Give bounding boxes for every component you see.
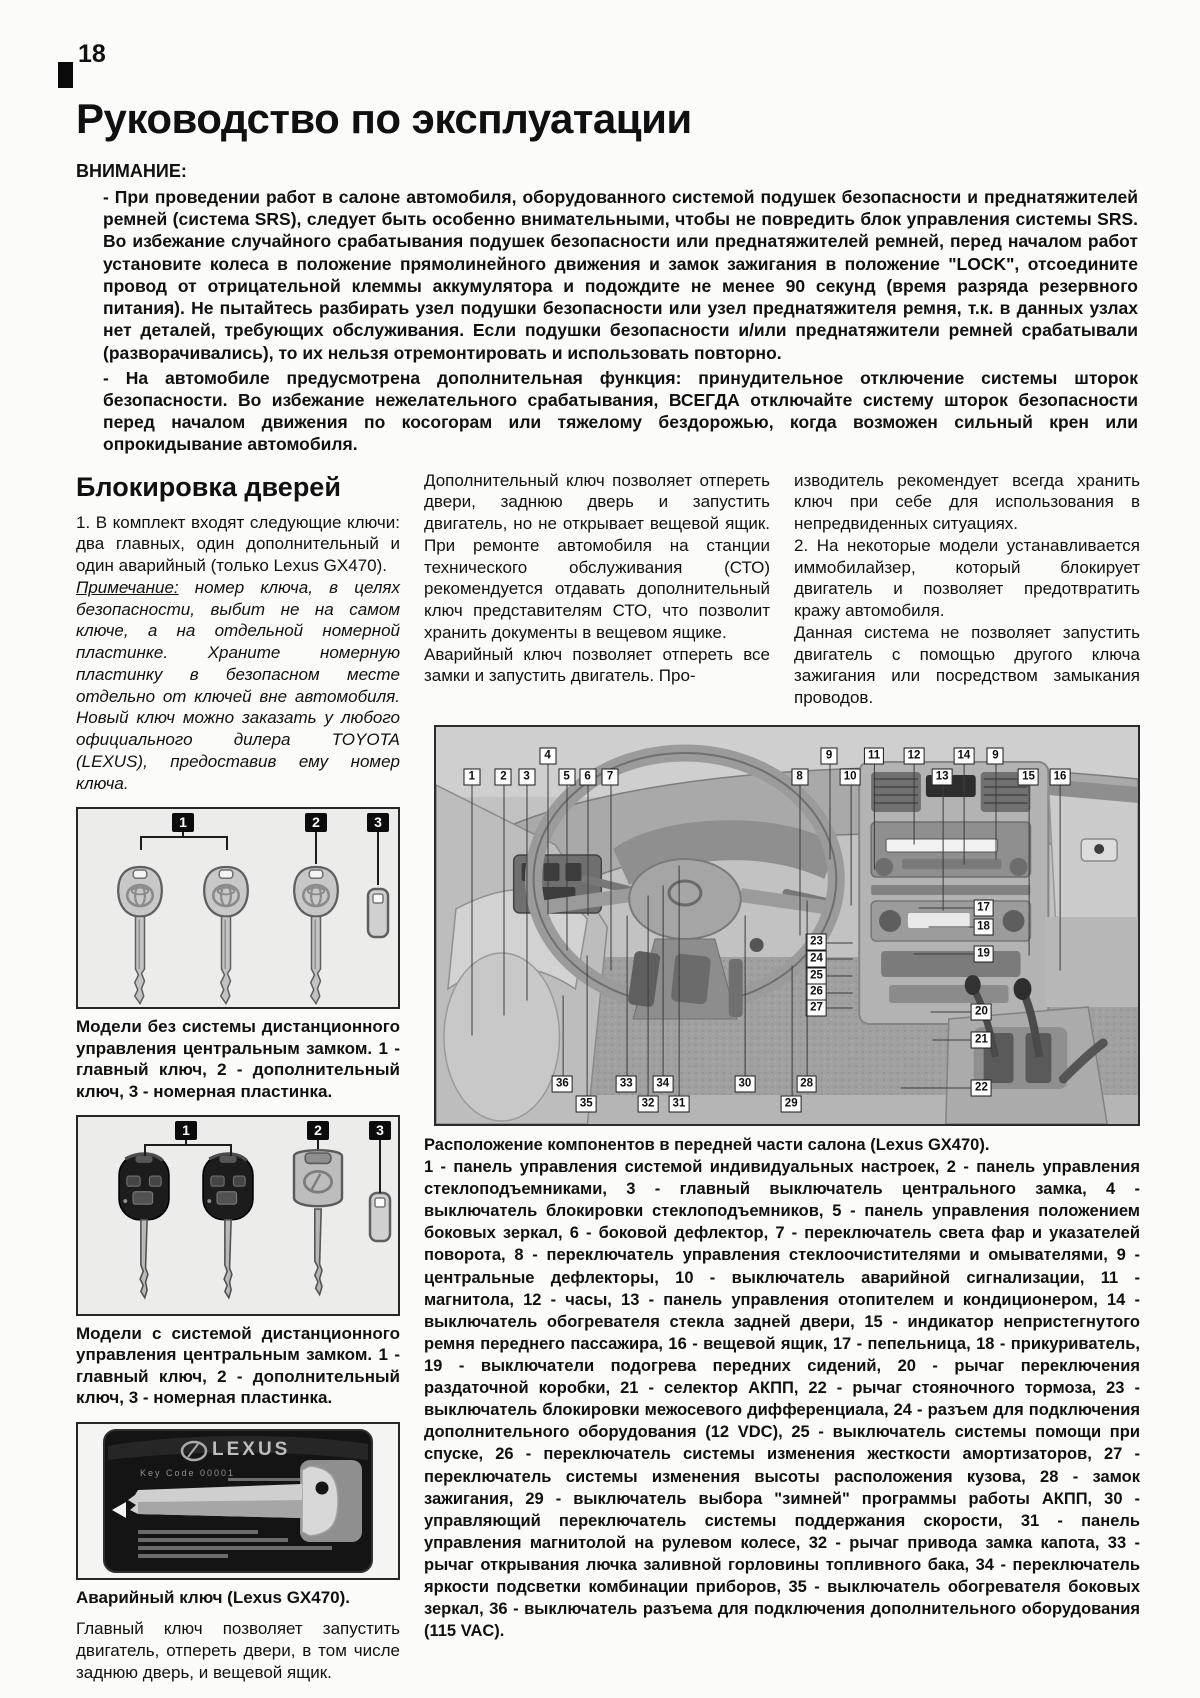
diagram-callout-5-4: 5 (558, 768, 575, 785)
left-column (76, 470, 400, 1684)
diagram-callout-29-35: 29 (781, 1096, 802, 1113)
callout-line (182, 832, 184, 837)
figure-emergency-key (76, 1422, 400, 1580)
diagram-callout-13-12: 13 (932, 768, 953, 785)
warning-section (76, 161, 1138, 456)
dashboard-caption-title: Расположение компонентов в передней части салона (Lexus GX470). (424, 1135, 990, 1154)
diagram-callout-34-32: 34 (652, 1075, 673, 1092)
diagram-callout-1-0: 1 (463, 768, 480, 785)
paragraph: 1. В комплект входят следующие ключи: два главных, один дополнительный и один аварийный (только Lexus GX470). (76, 512, 400, 576)
callout-bracket (140, 836, 228, 850)
diagram-callout-8-7: 8 (791, 768, 808, 785)
paragraph: Главный ключ позволяет запустить двигатель, отпереть двери, в том числе заднюю дверь, и вещевой ящик. (76, 1619, 400, 1682)
dashboard-caption-body: 1 - панель управления системой индивидуальных настроек, 2 - панель управления стеклоподъемниками, 3 - главный выключатель центрального замка, 4 - выключатель блокировки стеклоподъемников, 5 - панель управления положением боковых зеркал, 6 - боковой дефлектор, 7 - переключатель света фар и указателей поворота, 8 - переключатель управления стеклоочистителями и омывателями, 9 - центральные дефлекторы, 10 - выключатель аварийной сигнализации, 11 - магнитола, 12 - часы, 13 - панель управления отопителем и кондиционером, 14 - выключатель обогревателя стекла задней двери, 15 - индикатор непристегнутого ремня переднего пассажира, 16 - вещевой ящик, 17 - пепельница, 18 - прикуриватель, 19 - выключатели подогрева передних сидений, 20 - рычаг переключения раздаточной коробки, 21 - селектор АКПП, 22 - рычаг стояночного тормоза, 23 - выключатель блокировки межосевого дифференциала, 24 - разъем для подключения дополнительного оборудования (12 VDC), 25 - выключатель системы помощи при спуске, 26 - переключатель системы изменения жесткости амортизаторов, 27 - переключатель системы изменения высоты расположения кузова, 28 - замок зажигания, 29 - выключатель выбора "зимней" программы работы АКПП, 30 - управляющий переключатель системы поддержания скорости, 31 - панель управления магнитолой на рулевом колесе, 32 - рычаг привода замка капота, 33 - рычаг открывания лючка заливной горловины топливного бака, 34 - переключатель яркости подсветки комбинации приборов, 35 - выключатель обогревателя боковых зеркал, 36 - выключатель разъема для подключения дополнительного оборудования (115 VAC). (424, 1157, 1140, 1641)
paragraph: 2. На некоторые модели устанавливается иммобилайзер, который блокирует двигатель и позволяет предотвратить кражу автомобиля. (794, 535, 1140, 621)
diagram-callout-18-18: 18 (973, 918, 994, 935)
scan-artifact (58, 62, 73, 88)
diagram-callout-10-9: 10 (840, 768, 861, 785)
diagram-callout-9-8: 9 (821, 747, 838, 764)
diagram-callout-26-26: 26 (806, 984, 827, 1001)
diagram-callout-4-3: 4 (539, 747, 556, 764)
key-callout-3: 3 (367, 813, 389, 832)
figure-keys-remote (76, 1115, 400, 1316)
right-area (424, 470, 1140, 1684)
diagram-callout-36-28: 36 (552, 1075, 573, 1092)
diagram-callout-2-1: 2 (495, 768, 512, 785)
key-code-text: Key Code 00001 (140, 1467, 236, 1478)
diagram-callout-16-16: 16 (1050, 768, 1071, 785)
page-title: Руководство по эксплуатации (76, 95, 692, 142)
diagram-callout-19-19: 19 (973, 945, 994, 962)
diagram-callout-23-23: 23 (806, 934, 827, 951)
figure-caption-emergency-key: Аварийный ключ (Lexus GX470). (76, 1587, 351, 1607)
diagram-callout-17-17: 17 (973, 899, 994, 916)
keys-remote-illustration (78, 1117, 398, 1314)
diagram-callout-22-22: 22 (971, 1079, 992, 1096)
diagram-callout-15-15: 15 (1018, 768, 1039, 785)
key-callout-2: 2 (305, 813, 327, 832)
callout-line (317, 1140, 319, 1149)
callout-line (379, 1140, 381, 1193)
diagram-callout-35-29: 35 (576, 1096, 597, 1113)
diagram-callout-28-36: 28 (796, 1075, 817, 1092)
warning-paragraph: - На автомобиле предусмотрена дополнительная функция: принудительное отключение системы шторок безопасности. Во избежание нежелательного срабатывания, ВСЕГДА отключайте систему шторок безопасности перед началом движения по косогорам или тяжелому бездорожью, когда возможен сильный крен или опрокидывание автомобиля. (103, 367, 1138, 455)
diagram-callout-6-5: 6 (579, 768, 596, 785)
callout-line (185, 1140, 187, 1145)
paragraph: изводитель рекомендует всегда хранить ключ при себе для использования в непредвиденных ситуациях. (794, 470, 1140, 534)
figure-caption-keys-plain: Модели без системы дистанционного управления центральным замком. 1 - главный ключ, 2 - дополнительный ключ, 3 - номерная пластинка. (76, 1017, 400, 1101)
callout-bracket (144, 1144, 232, 1156)
main-content (76, 470, 1138, 1684)
note-body: номер ключа, в целях безопасности, выбит не на самом ключе, а на отдельной номерной пластинке. Храните номерную пластинку в безопасном месте отдельно от ключей вне автомобиля. Новый ключ можно заказать у любого официального дилера TOYOTA (LEXUS), предоставив ему номер ключа. (76, 577, 400, 793)
note-label: Примечание: (76, 577, 179, 597)
diagram-callout-20-20: 20 (971, 1003, 992, 1020)
diagram-callout-11-10: 11 (864, 747, 884, 764)
diagram-callout-24-24: 24 (806, 950, 827, 967)
page-number: 18 (78, 40, 106, 68)
diagram-callout-27-27: 27 (806, 999, 827, 1016)
figure-keys-plain (76, 807, 400, 1009)
key-callout-2: 2 (307, 1121, 329, 1140)
diagram-callout-7-6: 7 (602, 768, 619, 785)
diagram-callout-3-2: 3 (518, 768, 535, 785)
keys-plain-illustration (78, 809, 398, 1007)
middle-column (424, 470, 770, 709)
diagram-callout-30-34: 30 (734, 1075, 755, 1092)
lexus-brand-text: LEXUS (212, 1438, 291, 1460)
key-callout-3: 3 (369, 1121, 391, 1140)
warning-paragraph: - При проведении работ в салоне автомобиля, оборудованного системой подушек безопасности и преднатяжителей ремней (система SRS), следует быть особенно внимательными, чтобы не повредить блок управления системы SRS. Во избежание случайного срабатывания подушек безопасности или преднатяжителей ремней, перед началом работ установите колеса в положение прямолинейного движения и замок зажигания в положение "LOCK", отсоедините провод от отрицательной клеммы аккумулятора и подождите не менее 90 секунд (время разряда резервного питания). Не пытайтесь разбирать узел подушки безопасности или узел преднатяжителя ремня, т.к. в данных узлах нет деталей, требующих обслуживания. Если подушки безопасности и/или преднатяжители ремней срабатывали (разворачивались), то их нельзя отремонтировать и использовать повторно. (103, 187, 1138, 363)
key-callout-1: 1 (175, 1121, 197, 1140)
diagram-callout-21-21: 21 (971, 1031, 992, 1048)
diagram-callout-9-14: 9 (987, 747, 1004, 764)
callout-line (315, 832, 317, 864)
figure-caption-keys-remote: Модели с системой дистанционного управления центральным замком. 1 - главный ключ, 2 - дополнительный ключ, 3 - номерная пластинка. (76, 1324, 400, 1408)
section-heading-door-locking: Блокировка дверей (76, 471, 341, 502)
paragraph: Аварийный ключ позволяет отпереть все замки и запустить двигатель. Про- (424, 644, 770, 686)
diagram-callout-25-25: 25 (806, 967, 827, 984)
diagram-callout-14-13: 14 (953, 747, 974, 764)
paragraph: Дополнительный ключ позволяет отпереть двери, заднюю дверь и запустить двигатель, но не открывает вещевой ящик. При ремонте автомобиля на станции технического обслуживания (СТО) рекомендуется отдавать дополнительный ключ представителям СТО, что позволит хранить документы в вещевом ящике. (424, 470, 770, 642)
paragraph: Данная система не позволяет запустить двигатель с помощью другого ключа зажигания или посредством замыкания проводов. (794, 622, 1140, 708)
diagram-callout-32-31: 32 (638, 1096, 659, 1113)
key-callout-1: 1 (172, 813, 194, 832)
right-column (794, 470, 1140, 709)
dashboard-figure (434, 725, 1140, 1126)
two-column-text (424, 470, 1140, 709)
warning-label: ВНИМАНИЕ: (76, 161, 187, 181)
diagram-callout-31-33: 31 (668, 1096, 689, 1113)
note-paragraph (76, 577, 400, 795)
callout-line (377, 832, 379, 885)
diagram-callout-33-30: 33 (616, 1075, 637, 1092)
dashboard-callout-layer (436, 727, 1138, 1124)
diagram-callout-12-11: 12 (904, 747, 925, 764)
